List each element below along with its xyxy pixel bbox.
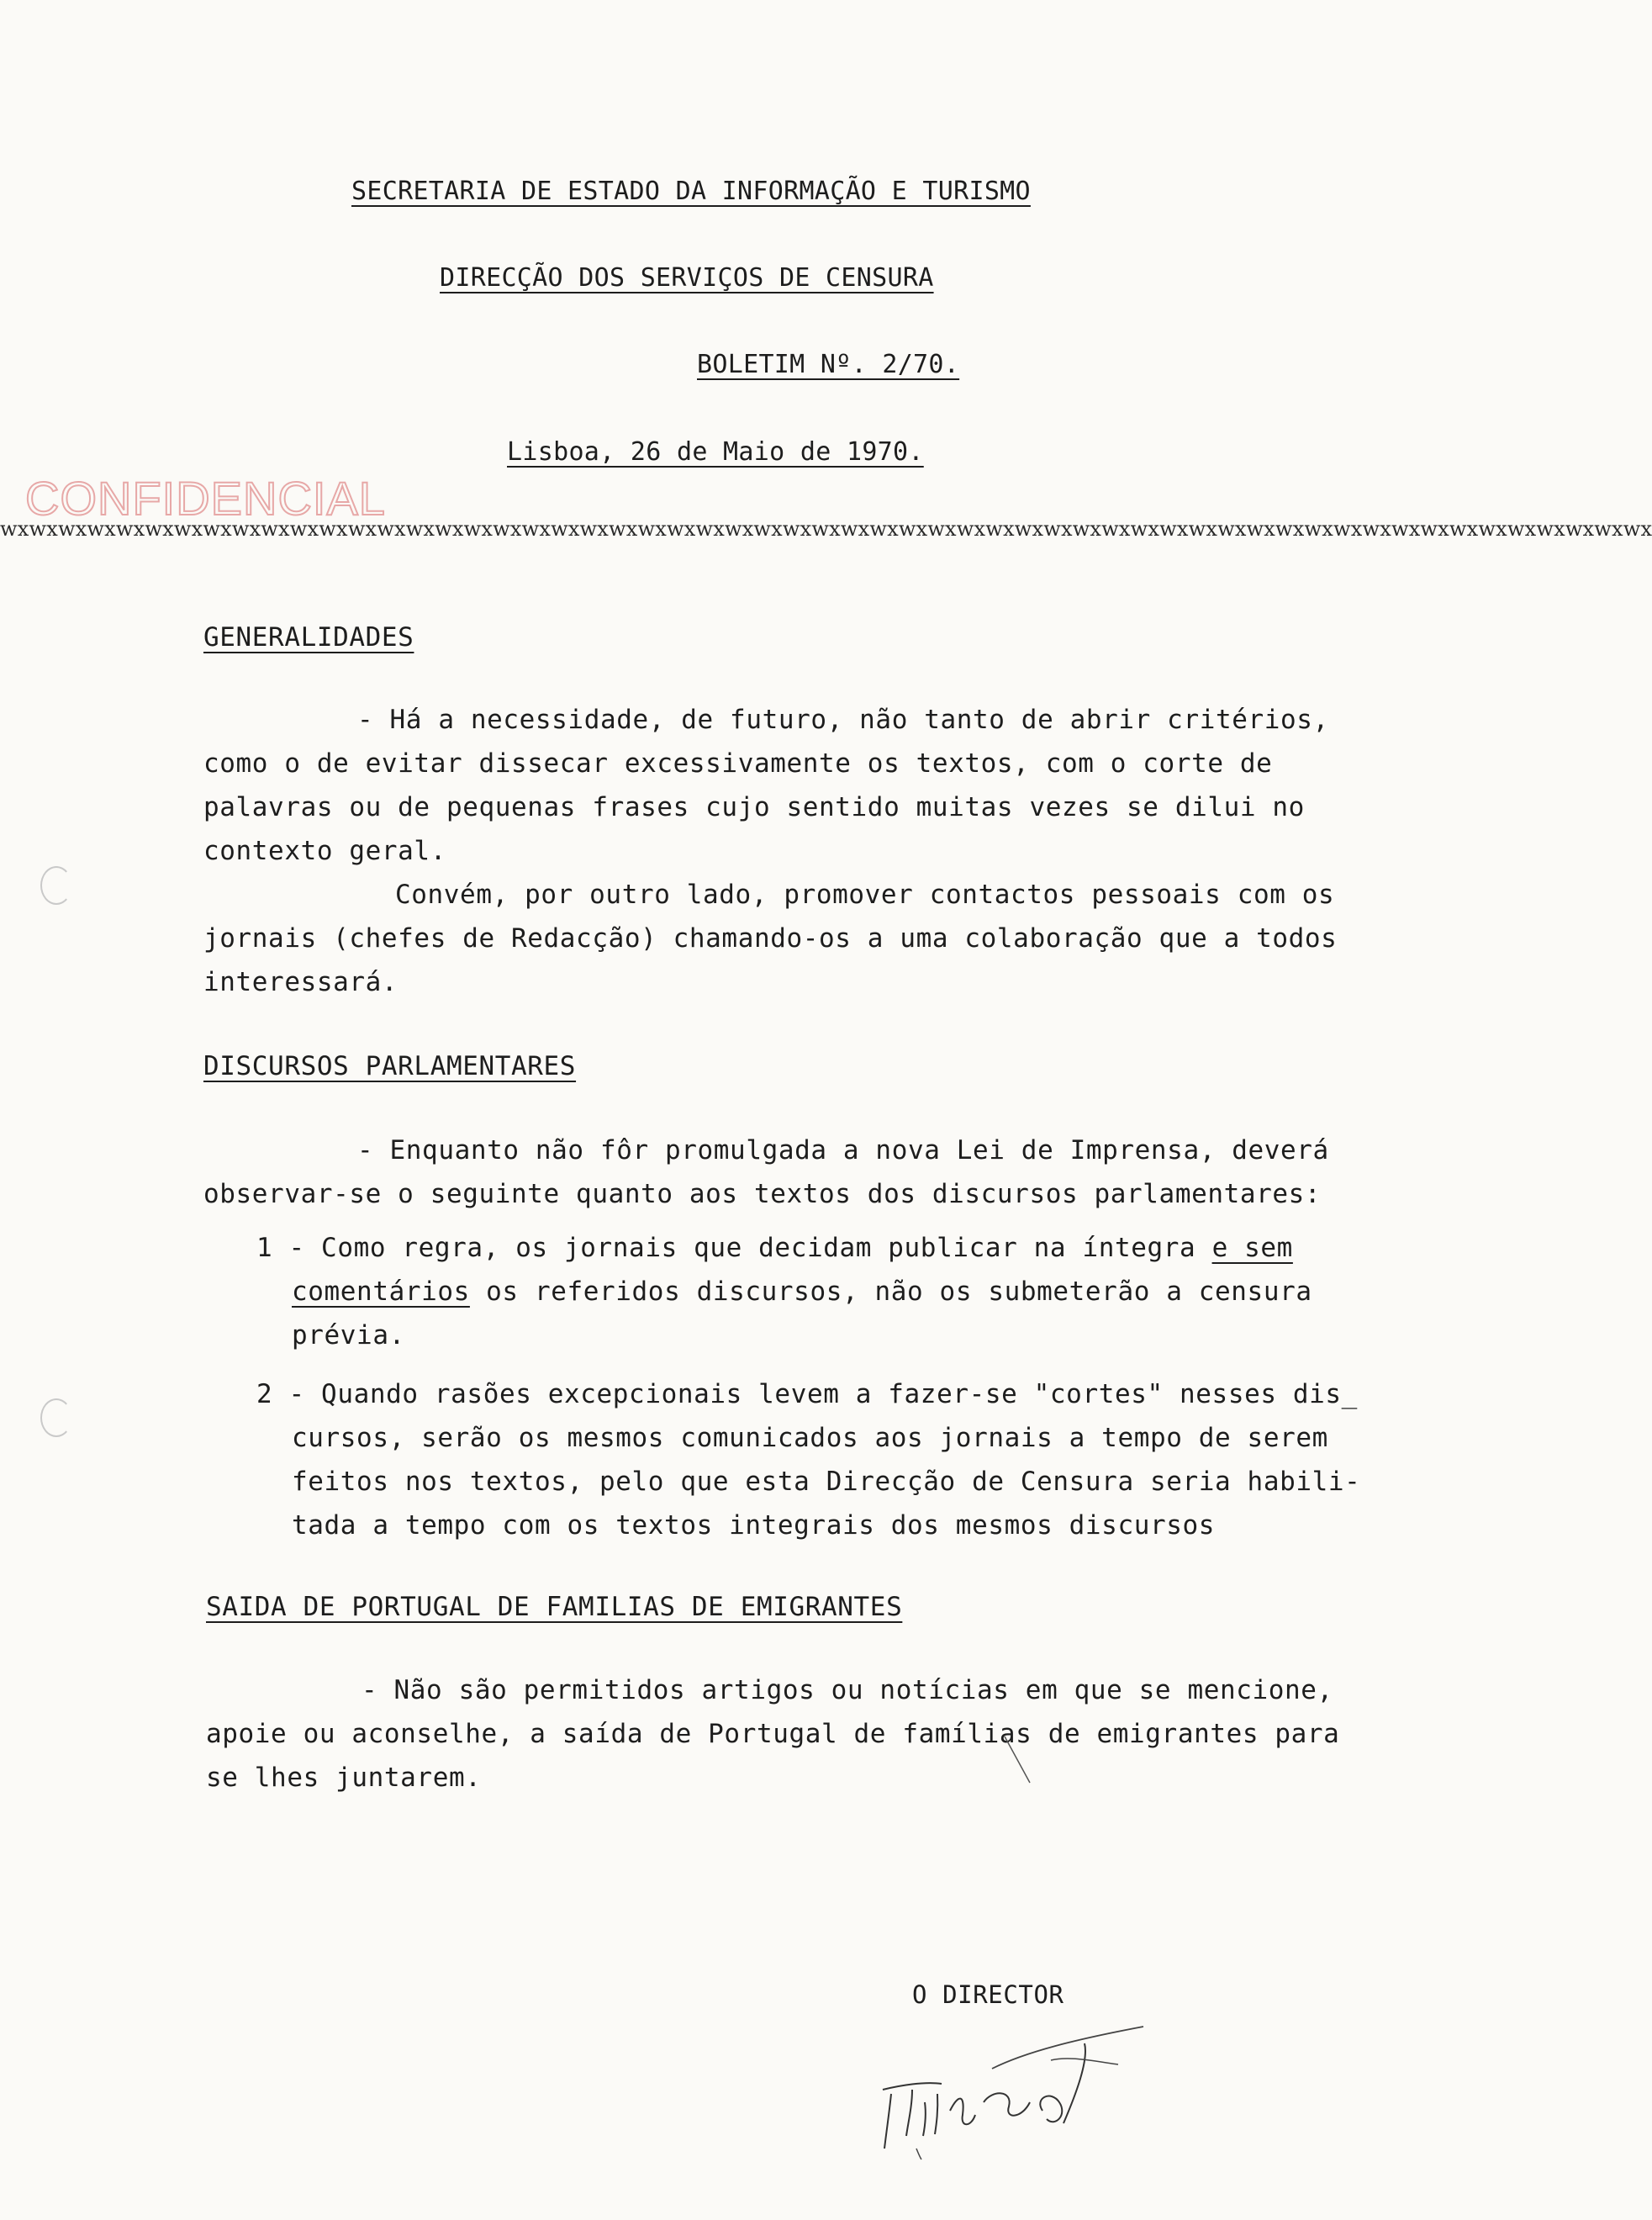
- discursos-item-2-line: tada a tempo com os textos integrais dos mesmos discursos: [292, 1510, 1216, 1541]
- discursos-item-1-line: [256, 1233, 1293, 1263]
- ministry-heading: SECRETARIA DE ESTADO DA INFORMAÇÃO E TURISMO: [351, 177, 1031, 206]
- director-title: O DIRECTOR: [912, 1980, 1064, 2009]
- generalidades-line: Convém, por outro lado, promover contactos pessoais com os: [395, 880, 1335, 910]
- saida-line: apoie ou aconselhe, a saída de Portugal de famílias de emigrantes para: [206, 1719, 1340, 1749]
- saida-line: - Não são permitidos artigos ou notícias em que se mencione,: [362, 1675, 1333, 1705]
- binder-hole: [40, 866, 72, 905]
- discursos-item-1-line: [292, 1276, 1312, 1307]
- generalidades-line: palavras ou de pequenas frases cujo sentido muitas vezes se dilui no: [203, 792, 1305, 822]
- generalidades-line: - Há a necessidade, de futuro, não tanto de abrir critérios,: [357, 705, 1329, 735]
- item-1-text: 1 - Como regra, os jornais que decidam publicar na íntegra: [256, 1233, 1212, 1263]
- wx-separator-line: wxwxwxwxwxwxwxwxwxwxwxwxwxwxwxwxwxwxwxwxwxwxwxwxwxwxwxwxwxwxwxwxwxwxwxwxwxwxwxwxwxwxwxwxwxwxwxwxwxwxwxwxwxwxwxwxwx: [0, 517, 1652, 541]
- section-title-generalidades: GENERALIDADES: [203, 622, 414, 653]
- discursos-line: observar-se o seguinte quanto aos textos dos discursos parlamentares:: [203, 1179, 1322, 1209]
- discursos-line: - Enquanto não fôr promulgada a nova Lei de Imprensa, deverá: [357, 1135, 1329, 1166]
- discursos-item-1-line: prévia.: [292, 1320, 405, 1350]
- generalidades-line: contexto geral.: [203, 836, 446, 866]
- item-1-text: os referidos discursos, não os submeterão a censura: [469, 1276, 1312, 1307]
- discursos-item-2-line: 2 - Quando rasões excepcionais levem a fazer-se "cortes" nesses dis_: [256, 1379, 1358, 1409]
- bulletin-number: BOLETIM Nº. 2/70.: [697, 350, 960, 379]
- section-title-discursos: DISCURSOS PARLAMENTARES: [203, 1051, 577, 1081]
- discursos-item-2-line: cursos, serão os mesmos comunicados aos jornais a tempo de serem: [292, 1423, 1328, 1453]
- section-title-saida: SAIDA DE PORTUGAL DE FAMILIAS DE EMIGRANTES: [206, 1592, 903, 1622]
- pen-mark: [1000, 1732, 1034, 1791]
- generalidades-line: interessará.: [203, 967, 398, 997]
- generalidades-line: como o de evitar dissecar excessivamente os textos, com o corte de: [203, 748, 1273, 779]
- place-date: Lisboa, 26 de Maio de 1970.: [507, 437, 924, 467]
- binder-hole: [40, 1398, 72, 1437]
- director-signature: [866, 2010, 1169, 2161]
- saida-line: se lhes juntarem.: [206, 1763, 482, 1793]
- generalidades-line: jornais (chefes de Redacção) chamando-os a uma colaboração que a todos: [203, 923, 1338, 954]
- directorate-heading: DIRECÇÃO DOS SERVIÇOS DE CENSURA: [440, 263, 934, 293]
- item-1-underlined: e sem: [1211, 1233, 1293, 1263]
- confidential-stamp: CONFIDENCIAL: [25, 472, 386, 525]
- item-1-underlined: comentários: [292, 1276, 470, 1307]
- discursos-item-2-line: feitos nos textos, pelo que esta Direcção de Censura seria habili-: [292, 1467, 1361, 1497]
